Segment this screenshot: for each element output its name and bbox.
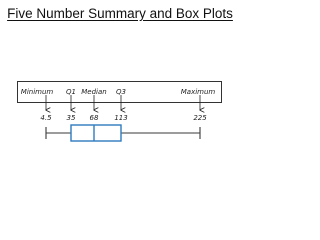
- value-maximum: 225: [193, 114, 207, 122]
- iqr-box: [71, 125, 121, 141]
- label-q3: Q3: [116, 88, 126, 96]
- value-q1: 35: [66, 114, 76, 122]
- label-minimum: Minimum: [20, 88, 54, 96]
- label-q1: Q1: [66, 88, 76, 96]
- value-q3: 113: [114, 114, 128, 122]
- label-maximum: Maximum: [180, 88, 216, 96]
- slide-title: Five Number Summary and Box Plots: [7, 6, 233, 21]
- value-median: 68: [89, 114, 99, 122]
- label-median: Median: [81, 88, 107, 96]
- value-minimum: 4.5: [40, 114, 52, 122]
